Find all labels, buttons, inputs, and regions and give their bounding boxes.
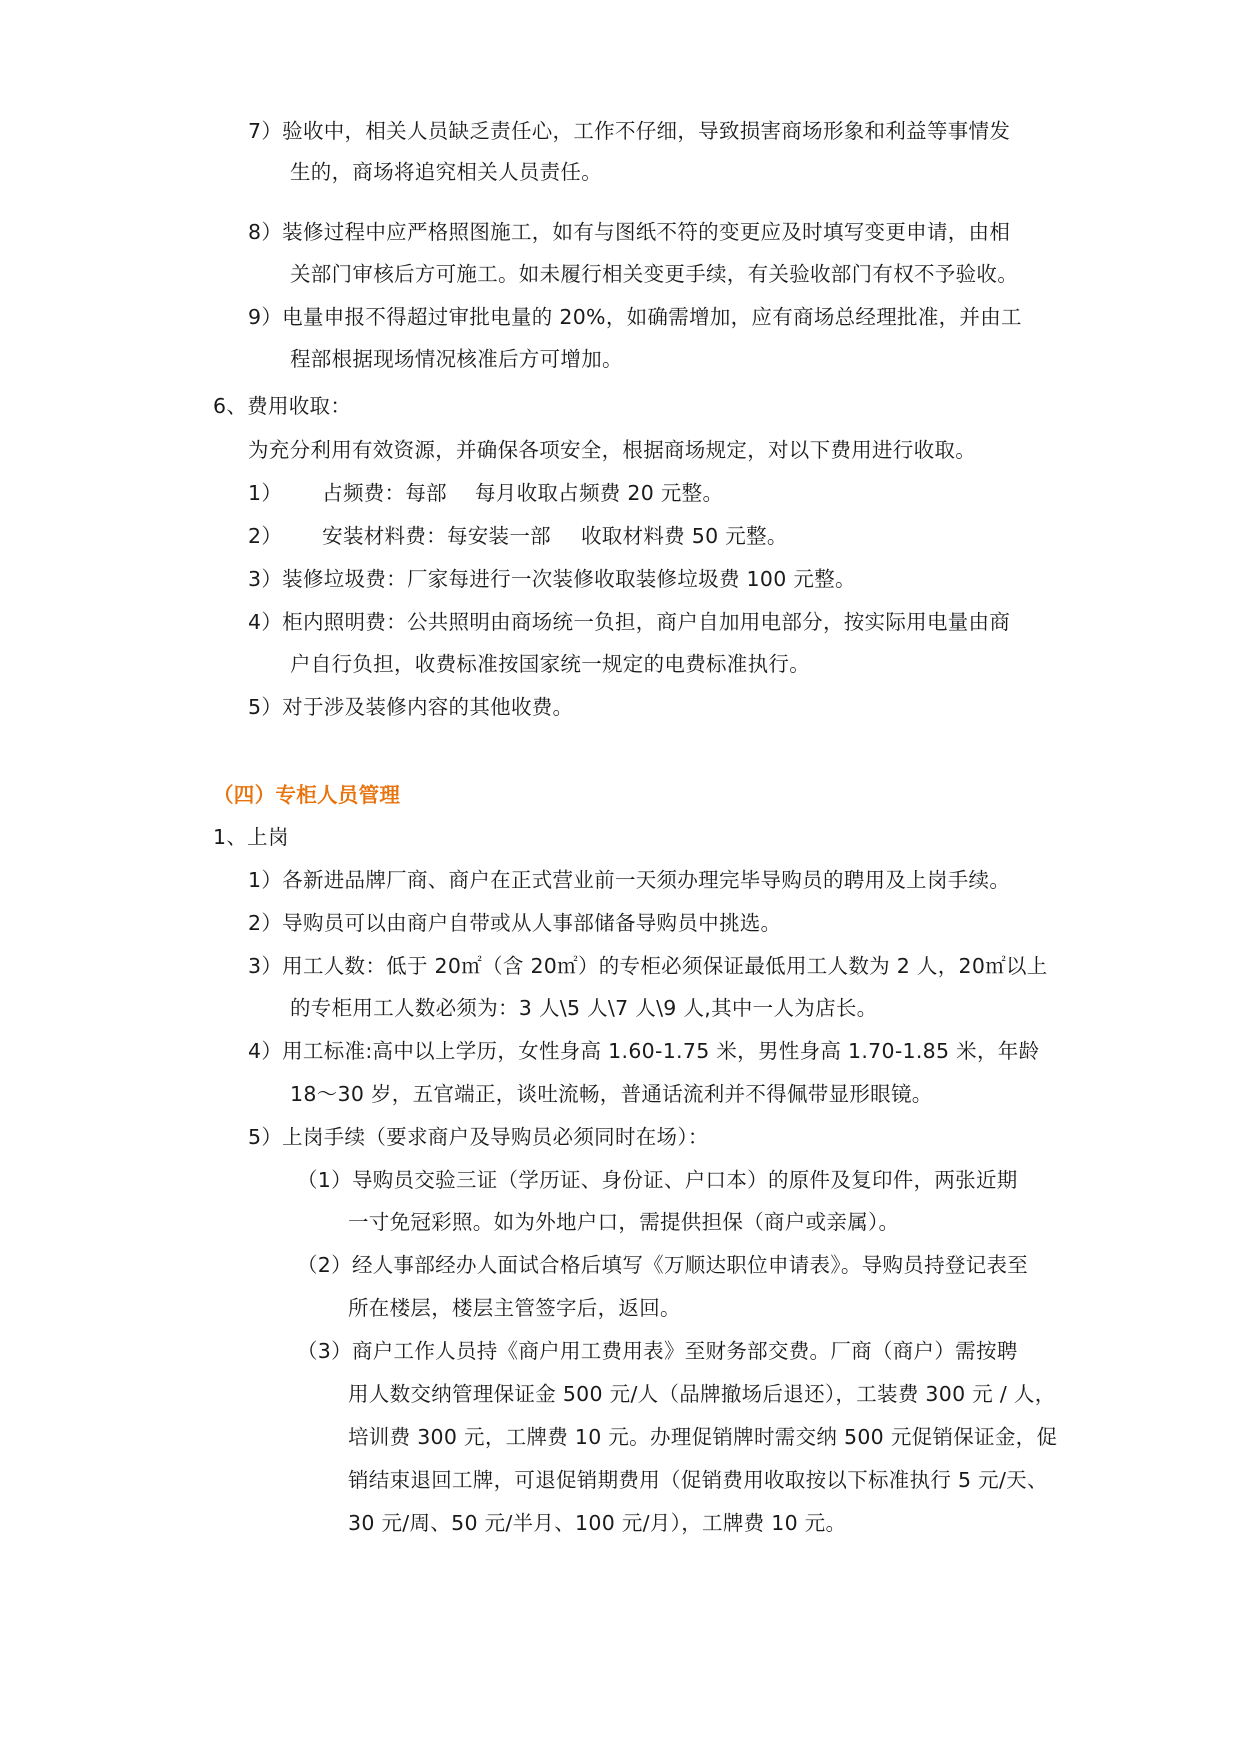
procedure-3-line-1: （3）商户工作人员持《商户用工费用表》至财务部交费。厂商（商户）需按聘 [297, 1339, 1018, 1363]
item-7-line-2: 生的，商场将追究相关人员责任。 [290, 160, 602, 184]
item-9-line-1: 9）电量申报不得超过审批电量的 20%，如确需增加，应有商场总经理批准，并由工 [248, 305, 1022, 329]
fee-1-number: 1） [248, 481, 283, 505]
rule-3-line-2: 的专柜用工人数必须为：3 人\5 人\7 人\9 人,其中一人为店长。 [290, 996, 878, 1020]
item-8-line-1: 8）装修过程中应严格照图施工，如有与图纸不符的变更应及时填写变更申请，由相 [248, 220, 1011, 244]
fees-intro: 为充分利用有效资源，并确保各项安全，根据商场规定，对以下费用进行收取。 [248, 438, 976, 462]
procedure-3-line-5: 30 元/周、50 元/半月、100 元/月），工牌费 10 元。 [348, 1511, 847, 1535]
fee-3: 3）装修垃圾费：厂家每进行一次装修收取装修垃圾费 100 元整。 [248, 567, 856, 591]
fee-1-amount: 每月收取占频费 20 元整。 [474, 481, 724, 505]
item-9-line-2: 程部根据现场情况核准后方可增加。 [290, 347, 623, 371]
fee-2-amount: 收取材料费 50 元整。 [580, 524, 788, 548]
procedure-1-line-2: 一寸免冠彩照。如为外地户口，需提供担保（商户或亲属）。 [348, 1210, 900, 1234]
procedure-3-line-3: 培训费 300 元，工牌费 10 元。办理促销牌时需交纳 500 元促销保证金，促 [348, 1425, 1058, 1449]
fee-1 [248, 480, 723, 506]
item-7-line-1: 7）验收中，相关人员缺乏责任心，工作不仔细，导致损害商场形象和利益等事情发 [248, 119, 1011, 143]
fees-title: 6、费用收取： [213, 394, 352, 418]
rule-4-line-2: 18～30 岁，五官端正，谈吐流畅，普通话流利并不得佩带显形眼镜。 [290, 1082, 933, 1106]
fee-2 [248, 523, 788, 549]
item-8-line-2: 关部门审核后方可施工。如未履行相关变更手续，有关验收部门有权不予验收。 [290, 262, 1018, 286]
fee-5: 5）对于涉及装修内容的其他收费。 [248, 695, 574, 719]
procedure-3-line-4: 销结束退回工牌，可退促销期费用（促销费用收取按以下标准执行 5 元/天、 [348, 1468, 1048, 1492]
subsection-1-title: 1、上岗 [213, 825, 289, 849]
procedure-1-line-1: （1）导购员交验三证（学历证、身份证、户口本）的原件及复印件，两张近期 [297, 1168, 1018, 1192]
procedure-3-line-2: 用人数交纳管理保证金 500 元/人（品牌撤场后退还），工装费 300 元 / 人， [348, 1382, 1056, 1406]
rule-3-line-1: 3）用工人数：低于 20㎡（含 20㎡）的专柜必须保证最低用工人数为 2 人，20㎡以上 [248, 954, 1048, 978]
fee-4-line-1: 4）柜内照明费：公共照明由商场统一负担，商户自加用电部分，按实际用电量由商 [248, 610, 1011, 634]
rule-5: 5）上岗手续（要求商户及导购员必须同时在场）： [248, 1125, 709, 1149]
procedure-2-line-1: （2）经人事部经办人面试合格后填写《万顺达职位申请表》。导购员持登记表至 [297, 1253, 1029, 1277]
rule-1: 1）各新进品牌厂商、商户在正式营业前一天须办理完毕导购员的聘用及上岗手续。 [248, 868, 1011, 892]
rule-2: 2）导购员可以由商户自带或从人事部储备导购员中挑选。 [248, 911, 782, 935]
section-heading: （四）专柜人员管理 [213, 783, 401, 807]
fee-1-name: 占频费：每部 [322, 481, 447, 505]
rule-4-line-1: 4）用工标准:高中以上学历，女性身高 1.60-1.75 米，男性身高 1.70-1.85 米，年龄 [248, 1039, 1040, 1063]
procedure-2-line-2: 所在楼层，楼层主管签字后，返回。 [348, 1296, 681, 1320]
fee-4-line-2: 户自行负担，收费标准按国家统一规定的电费标准执行。 [290, 652, 810, 676]
fee-2-number: 2） [248, 524, 283, 548]
fee-2-name: 安装材料费：每安装一部 [322, 524, 551, 548]
